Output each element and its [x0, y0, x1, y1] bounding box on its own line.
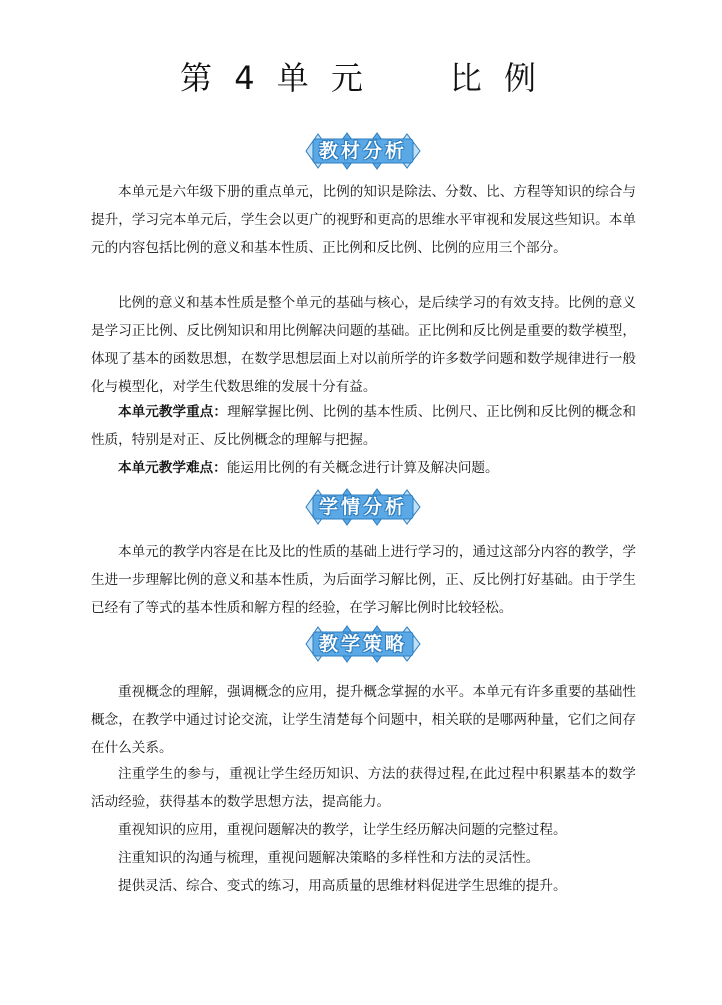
section-label-learners: 学情分析	[318, 496, 407, 518]
title-unit: 单 元	[276, 59, 369, 97]
difficulty-text: 能运用比例的有关概念进行计算及解决问题。	[226, 460, 499, 476]
title-number: 4	[234, 59, 261, 97]
title-prefix: 第	[180, 59, 219, 97]
section-banner-strategy	[303, 624, 423, 664]
key-point-label: 本单元教学重点：	[118, 404, 228, 420]
analysis-paragraph-1: 本单元是六年级下册的重点单元，比例的知识是除法、分数、比、方程等知识的综合与提升，学习完本单元后，学生会以更广的视野和更高的思维水平审视和发展这些知识。本单元的内容包括比例的意义和基本性质、正比例和反比例、比例的应用三个部分。	[91, 184, 636, 256]
analysis-paragraph-2: 比例的意义和基本性质是整个单元的基础与核心，是后续学习的有效支持。比例的意义是学习正比例、反比例知识和用比例解决问题的基础。正比例和反比例是重要的数学模型，体现了基本的函数思想，在数学思想层面上对以前所学的许多数学问题和数学规律进行一般化与模型化，对学生代数思维的发展十分有益。	[91, 295, 636, 395]
section-banner-learners	[303, 487, 423, 527]
key-point-text: 理解掌握比例、比例的基本性质、比例尺、正比例和反比例的概念和性质，特别是对正、反比例概念的理解与把握。	[91, 404, 636, 448]
strategy-paragraph-4: 注重知识的沟通与梳理，重视问题解决策略的多样性和方法的灵活性。	[118, 850, 540, 866]
strategy-paragraph-5: 提供灵活、综合、变式的练习，用高质量的思维材料促进学生思维的提升。	[118, 878, 567, 894]
analysis-key-point	[91, 398, 636, 454]
section-banner-analysis	[303, 131, 423, 171]
section-label-strategy: 教学策略	[318, 633, 407, 655]
strategy-paragraph-1: 重视概念的理解，强调概念的应用，提升概念掌握的水平。本单元有许多重要的基础性概念，在教学中通过讨论交流，让学生清楚每个问题中，相关联的是哪两种量，它们之间存在什么关系。	[91, 684, 636, 756]
strategy-paragraph-2: 注重学生的参与，重视让学生经历知识、方法的获得过程,在此过程中积累基本的数学活动经验，获得基本的数学思想方法，提高能力。	[91, 766, 636, 810]
section-label-analysis: 教材分析	[318, 140, 407, 162]
strategy-paragraph-3: 重视知识的应用，重视问题解决的教学，让学生经历解决问题的完整过程。	[118, 822, 567, 838]
learners-paragraph-1: 本单元的教学内容是在比及比的性质的基础上进行学习的，通过这部分内容的教学，学生进一步理解比例的意义和基本性质，为后面学习解比例，正、反比例打好基础。由于学生已经有了等式的基本性质和解方程的经验，在学习解比例时比较轻松。	[91, 544, 636, 616]
page-title	[0, 56, 722, 100]
title-topic: 比 例	[449, 59, 542, 97]
difficulty-label: 本单元教学难点：	[118, 460, 227, 476]
analysis-difficulty	[91, 454, 636, 482]
